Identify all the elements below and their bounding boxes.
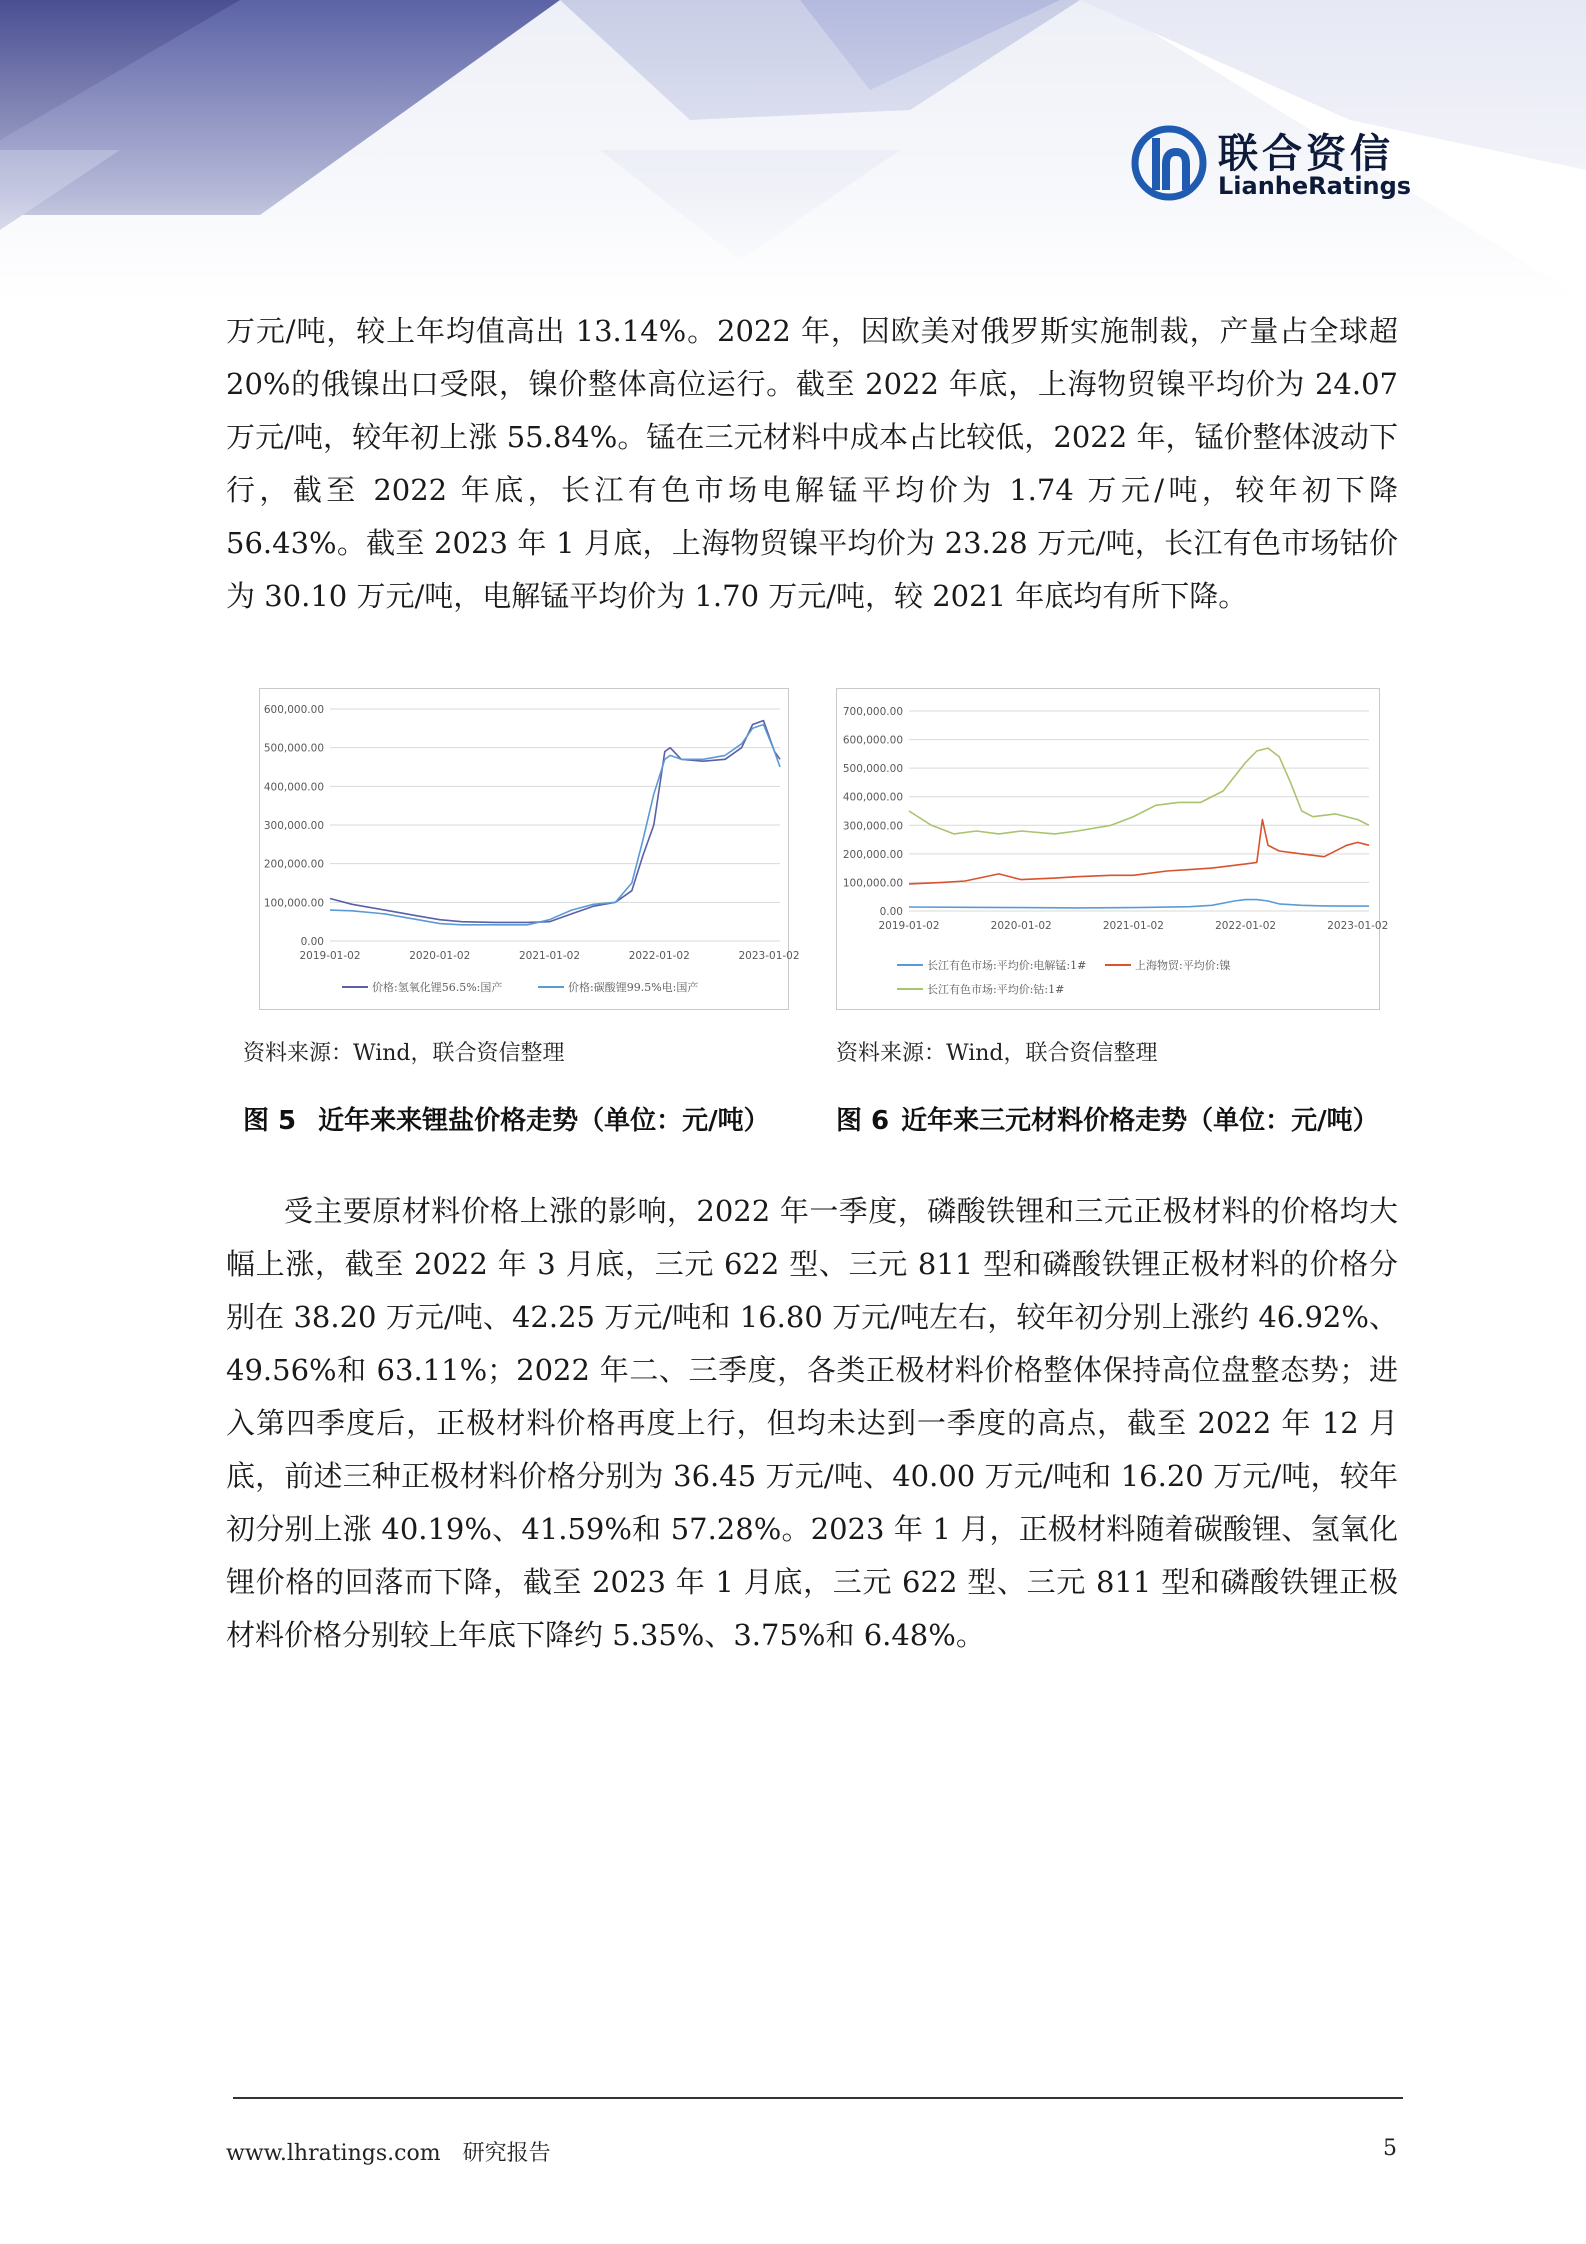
fig5-y-tick-label: 0.00 [300,936,324,948]
fig6-y-tick-label: 100,000.00 [842,877,903,890]
fig5-x-tick-label: 2020-01-02 [409,950,471,962]
fig5-y-tick-label: 400,000.00 [263,781,324,794]
fig6-x-tick-label: 2021-01-02 [1102,920,1164,932]
fig5-y-tick-label: 600,000.00 [263,704,324,716]
fig6-y-tick-label: 400,000.00 [842,791,903,804]
fig6-y-tick-label: 600,000.00 [842,734,903,747]
fig6-y-tick-label: 500,000.00 [842,763,903,776]
fig6-x-tick-label: 2022-01-02 [1215,920,1277,932]
fig6-series-line-3 [909,748,1369,834]
fig6-y-tick-label: 0.00 [879,906,903,918]
footer-report-type: 研究报告 [462,2141,551,2166]
brand-logo [1130,122,1410,202]
figure-6-title: 近年来三元材料价格走势（单位：元/吨） [901,1106,1379,1136]
fig6-y-tick-label: 300,000.00 [842,820,903,833]
figure-6-chart [836,688,1389,1010]
fig5-y-tick-label: 300,000.00 [263,820,324,832]
fig5-legend-label: 价格:碳酸锂99.5%电:国产 [568,981,699,994]
footer-website: www.lhratings.com [226,2141,441,2166]
fig6-y-tick-label: 700,000.00 [842,706,903,718]
figure-5-caption [243,1100,770,1137]
figure-6-caption [836,1100,1379,1137]
fig6-legend-label: 上海物贸:平均价:镍 [1135,959,1231,972]
fig6-y-tick-label: 200,000.00 [842,848,903,861]
figure-6-number: 图 6 [836,1106,890,1136]
fig6-x-tick-label: 2023-01-02 [1327,920,1389,932]
page-number: 5 [1383,2136,1397,2161]
fig5-legend-label: 价格:氢氧化锂56.5%:国产 [372,981,503,994]
body-paragraph-1: 万元/吨，较上年均值高出 13.14%。2022 年，因欧美对俄罗斯实施制裁，产量占全球超 20%的俄镍出口受限，镍价整体高位运行。截至 2022 年底，上海物贸镍平均价为 24.07 万元/吨，较年初上涨 55.84%。锰在三元材料中成本占比较低，2022 年，锰价整体波动下行，截至 2022 年底，长江有色市场电解锰平均价为 1.74 万元/吨，较年初下降 56.43%。截至 2023 年 1 月底，上海物贸镍平均价为 23.28 万元/吨，长江有色市场钴价为 30.10 万元/吨，电解锰平均价为 1.70 万元/吨，较 2021 年底均有所下降。 [226,314,1398,613]
fig6-x-tick-label: 2019-01-02 [878,920,940,932]
body-paragraph-2: 受主要原材料价格上涨的影响，2022 年一季度，磷酸铁锂和三元正极材料的价格均大幅上涨，截至 2022 年 3 月底，三元 622 型、三元 811 型和磷酸铁锂正极材料的价格分别在 38.20 万元/吨、42.25 万元/吨和 16.80 万元/吨左右，较年初分别上涨约 46.92%、49.56%和 63.11%；2022 年二、三季度，各类正极材料价格整体保持高位盘整态势；进入第四季度后，正极材料价格再度上行，但均未达到一季度的高点，截至 2022 年 12 月底，前述三种正极材料价格分别为 36.45 万元/吨、40.00 万元/吨和 16.20 万元/吨，较年初分别上涨 40.19%、41.59%和 57.28%。2023 年 1 月，正极材料随着碳酸锂、氢氧化锂价格的回落而下降，截至 2023 年 1 月底，三元 622 型、三元 811 型和磷酸铁锂正极材料价格分别较上年底下降约 5.35%、3.75%和 6.48%。 [226,1194,1398,1652]
figure-5-number: 图 5 [243,1106,297,1136]
logo-mark-icon [1130,124,1208,202]
fig6-legend-label: 长江有色市场:平均价:钴:1# [927,983,1065,996]
fig5-series-line-1 [330,721,780,923]
figure-5-source: 资料来源：Wind，联合资信整理 [243,1041,565,1066]
fig6-series-line-1 [909,900,1369,908]
fig5-y-tick-label: 100,000.00 [263,897,324,910]
fig5-x-tick-label: 2019-01-02 [299,950,361,962]
footer-divider [233,2097,1403,2099]
footer-left [226,2136,551,2167]
figure-6-source: 资料来源：Wind，联合资信整理 [836,1041,1158,1066]
fig5-y-tick-label: 200,000.00 [263,858,324,871]
figure-5-title: 近年来来锂盐价格走势（单位：元/吨） [318,1106,770,1136]
figure-5-chart [259,688,800,1010]
fig5-x-tick-label: 2023-01-02 [738,950,800,962]
fig6-legend-label: 长江有色市场:平均价:电解锰:1# [927,959,1087,972]
fig6-x-tick-label: 2020-01-02 [990,920,1052,932]
logo-chinese-name: 联合资信 [1218,131,1394,177]
logo-english-name: LianheRatings [1218,172,1412,200]
fig5-x-tick-label: 2021-01-02 [518,950,581,962]
fig5-x-tick-label: 2022-01-02 [628,950,690,962]
fig5-y-tick-label: 500,000.00 [263,742,324,755]
fig6-series-line-2 [909,820,1369,884]
